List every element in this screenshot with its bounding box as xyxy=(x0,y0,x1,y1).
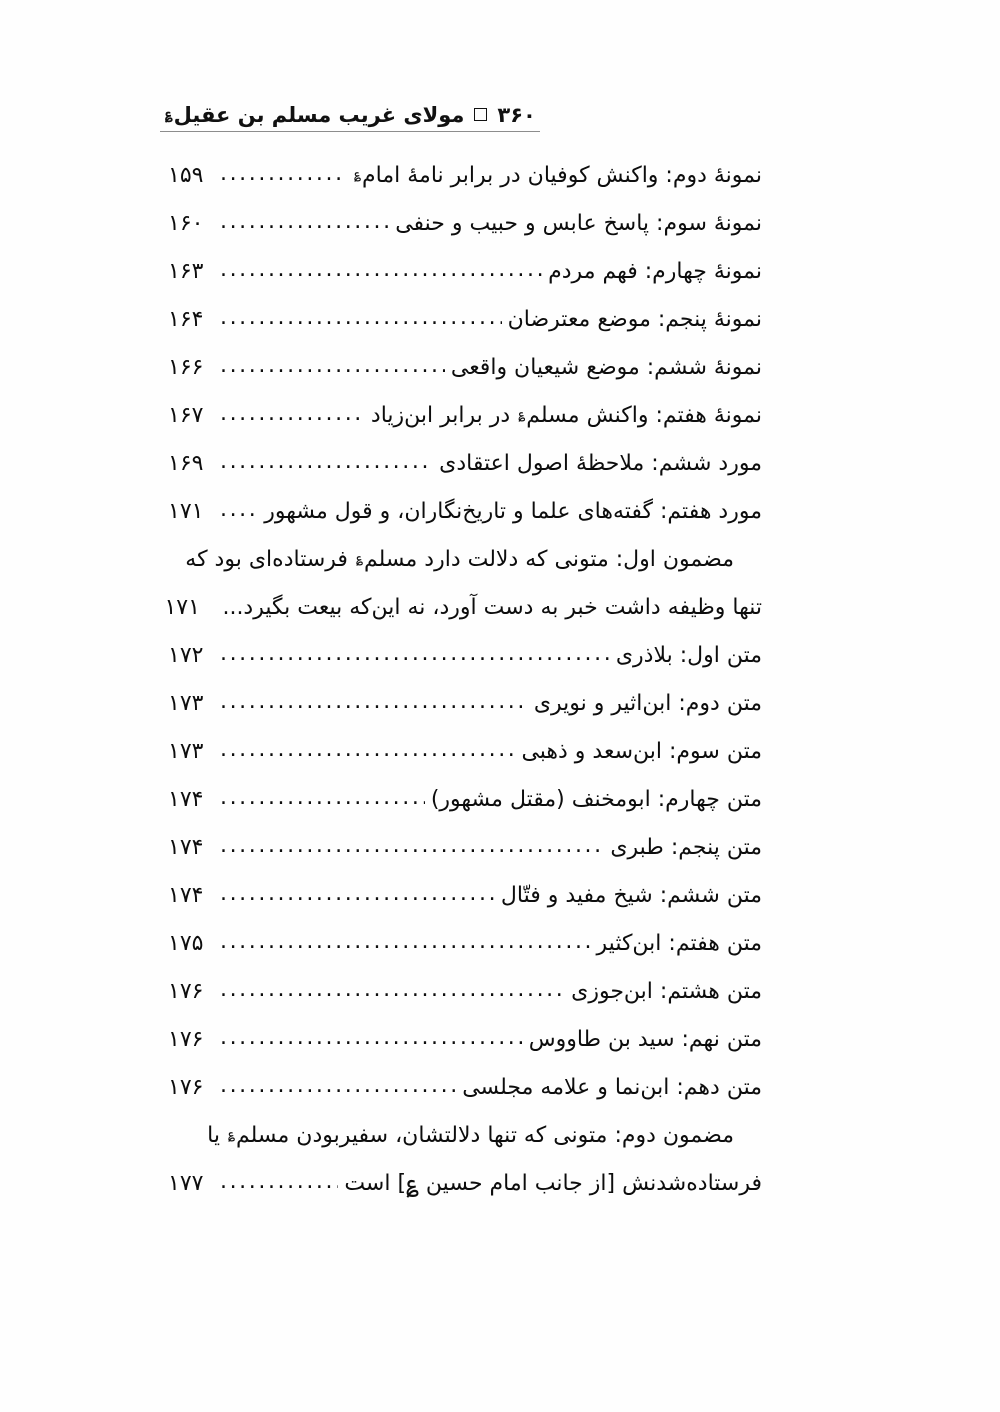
toc-entry-page-number: ۱۷۳ xyxy=(168,739,204,764)
toc-entry-title-text: متن دوم: ابن‌اثیر و نویری xyxy=(533,691,762,716)
running-header-content xyxy=(160,103,540,132)
toc-entry-title xyxy=(534,693,762,715)
toc-entry-title-text: مورد ششم: ملاحظهٔ اصول اعتقادی xyxy=(439,451,762,476)
toc-entry-page-number: ۱۶۳ xyxy=(168,259,204,284)
dot-leader xyxy=(220,1173,338,1195)
toc-entry-line xyxy=(140,1112,762,1160)
toc-entry-title xyxy=(521,741,762,763)
toc-entry[interactable] xyxy=(168,488,762,536)
toc-entry-multiline[interactable] xyxy=(168,1112,762,1208)
book-title-text: مولای غریب مسلم بن عقیل xyxy=(173,103,465,127)
hollow-square-bullet-icon xyxy=(474,108,487,121)
toc-entry-title xyxy=(529,1029,762,1051)
toc-entry[interactable] xyxy=(168,920,762,968)
dot-leader xyxy=(220,405,365,427)
dot-leader xyxy=(220,1077,456,1099)
dot-leader xyxy=(220,645,610,667)
dot-leader xyxy=(220,693,528,715)
toc-entry-page-number: ۱۶۶ xyxy=(168,355,204,380)
toc-entry-page-number: ۱۶۹ xyxy=(168,451,204,476)
toc-entry[interactable] xyxy=(168,824,762,872)
toc-entry-page-number: ۱۷۶ xyxy=(168,979,204,1004)
toc-entry-page-number: ۱۵۹ xyxy=(168,163,204,188)
dot-leader xyxy=(220,933,591,955)
toc-entry-page-number: ۱۷۵ xyxy=(168,931,204,956)
toc-entry-title xyxy=(571,981,762,1003)
honorific-icon: ؏ xyxy=(518,406,526,421)
toc-entry-title-suffix: یا xyxy=(207,1123,220,1148)
book-title xyxy=(164,103,464,127)
toc-entry-page-number: ۱۷۱ xyxy=(168,499,204,524)
toc-entry-title-text: متن چهارم: ابومخنف (مقتل مشهور) xyxy=(430,787,762,812)
toc-entry-page-number: ۱۶۴ xyxy=(168,307,204,332)
toc-entry-multiline[interactable] xyxy=(164,536,762,632)
toc-entry-page-number: ۱۷۳ xyxy=(168,691,204,716)
toc-entry-page-number: ۱۶۷ xyxy=(168,403,204,428)
toc-entry-page-number: ۱۷۱ xyxy=(164,595,200,620)
toc-entry[interactable] xyxy=(168,872,762,920)
dot-leader xyxy=(220,741,515,763)
toc-entry-page-number: ۱۶۰ xyxy=(168,211,204,236)
toc-entry-title xyxy=(264,501,762,523)
toc-entry-title xyxy=(395,213,762,235)
toc-entry-title xyxy=(610,837,762,859)
toc-entry-page-number: ۱۷۶ xyxy=(168,1075,204,1100)
toc-entry-page-number: ۱۷۴ xyxy=(168,883,204,908)
dot-leader xyxy=(220,261,542,283)
toc-entry[interactable] xyxy=(168,392,762,440)
toc-entry-title-text: نمونهٔ چهارم: فهم مردم xyxy=(548,259,762,284)
toc-entry-title xyxy=(439,453,762,475)
toc-entry-page-number: ۱۷۷ xyxy=(168,1171,204,1196)
toc-entry-title xyxy=(431,789,762,811)
dot-leader xyxy=(220,501,258,523)
toc-entry-title-text: متن ششم: شیخ مفید و فتّال xyxy=(500,883,762,908)
toc-entry-title-text xyxy=(207,1125,734,1147)
dot-leader xyxy=(220,357,445,379)
toc-entry-title-text: متن هشتم: ابن‌جوزی xyxy=(571,979,762,1004)
toc-entry-title-text: متن دهم: ابن‌نما و علامه مجلسی xyxy=(462,1075,762,1100)
toc-entry-title xyxy=(451,357,762,379)
toc-entry-title-suffix: فرستاده‌ای بود که xyxy=(185,547,348,572)
toc-entry-title-text: مورد هفتم: گفته‌های علما و تاریخ‌نگاران، و قول مشهور xyxy=(264,499,762,524)
dot-leader xyxy=(220,165,347,187)
honorific-icon: ؏ xyxy=(165,106,173,122)
toc-entry-title xyxy=(508,309,762,331)
toc-entry-page-number: ۱۷۲ xyxy=(168,643,204,668)
toc-entry[interactable] xyxy=(168,248,762,296)
toc-entry-title-prefix: مضمون اول: متونی که دلالت دارد مسلم xyxy=(363,547,734,572)
toc-entry[interactable] xyxy=(168,152,762,200)
toc-entry-title xyxy=(353,165,762,187)
honorific-icon: ؏ xyxy=(355,550,363,565)
toc-entry-title-text: نمونهٔ ششم: موضع شیعیان واقعی xyxy=(450,355,762,380)
toc-entry-title-text: متن نهم: سید بن طاووس xyxy=(528,1027,762,1052)
toc-entry-title-text: متن اول: بلاذری xyxy=(615,643,762,668)
toc-entry[interactable] xyxy=(168,776,762,824)
toc-entry-title-prefix: مضمون دوم: متونی که تنها دلالتشان، سفیربودن مسلم xyxy=(235,1123,734,1148)
honorific-icon: ؏ xyxy=(354,166,362,181)
toc-entry[interactable] xyxy=(168,728,762,776)
toc-entry-title-text xyxy=(185,549,734,571)
toc-entry[interactable] xyxy=(168,632,762,680)
toc-entry-title xyxy=(371,405,762,427)
toc-entry-title xyxy=(548,261,762,283)
toc-entry[interactable] xyxy=(168,1016,762,1064)
toc-entry-title-suffix: در برابر ابن‌زیاد xyxy=(370,403,511,428)
dot-leader xyxy=(220,885,495,907)
toc-entry-title-text: متن سوم: ابن‌سعد و ذهبی xyxy=(521,739,762,764)
toc-entry-title xyxy=(597,933,762,955)
toc-entry[interactable] xyxy=(168,440,762,488)
toc-entry-page-number: ۱۷۴ xyxy=(168,835,204,860)
page-folio-number: ۳۶۰ xyxy=(497,103,536,127)
toc-entry-line xyxy=(164,584,762,632)
toc-entry[interactable] xyxy=(168,1064,762,1112)
dot-leader xyxy=(220,309,502,331)
running-header xyxy=(160,88,840,132)
toc-entry-title-text: متن هفتم: ابن‌کثیر xyxy=(596,931,762,956)
toc-entry-title-text: نمونهٔ پنجم: موضع معترضان xyxy=(507,307,762,332)
toc-entry-title xyxy=(501,885,762,907)
toc-entry-title-text: نمونهٔ هفتم: واکنش مسلم xyxy=(526,403,762,428)
dot-leader xyxy=(220,789,425,811)
table-of-contents xyxy=(164,152,762,1208)
dot-leader xyxy=(220,453,433,475)
toc-entry[interactable] xyxy=(168,200,762,248)
toc-entry-page-number: ۱۷۴ xyxy=(168,787,204,812)
toc-entry-title-continuation: تنها وظیفه داشت خبر به دست آورد، نه این‌که بیعت بگیرد... xyxy=(222,595,762,620)
dot-leader xyxy=(220,1029,523,1051)
toc-entry-line xyxy=(168,1160,762,1208)
toc-entry-title-continuation: فرستاده‌شدنش [از جانب امام حسین ؏] است xyxy=(344,1171,762,1196)
toc-entry-title-text: متن پنجم: طبری xyxy=(610,835,762,860)
dot-leader xyxy=(220,837,604,859)
toc-entry-title xyxy=(616,645,762,667)
toc-entry[interactable] xyxy=(168,296,762,344)
toc-entry[interactable] xyxy=(168,680,762,728)
toc-entry[interactable] xyxy=(168,344,762,392)
dot-leader xyxy=(220,213,389,235)
honorific-icon: ؏ xyxy=(227,1126,235,1141)
toc-entry-title-text: نمونهٔ دوم: واکنش کوفیان در برابر نامهٔ امام xyxy=(362,163,762,188)
toc-entry-title-text: نمونهٔ سوم: پاسخ عابس و حبیب و حنفی xyxy=(395,211,762,236)
toc-entry[interactable] xyxy=(168,968,762,1016)
toc-entry-title xyxy=(462,1077,762,1099)
dot-leader xyxy=(220,981,565,1003)
toc-entry-line xyxy=(140,536,762,584)
toc-entry-page-number: ۱۷۶ xyxy=(168,1027,204,1052)
